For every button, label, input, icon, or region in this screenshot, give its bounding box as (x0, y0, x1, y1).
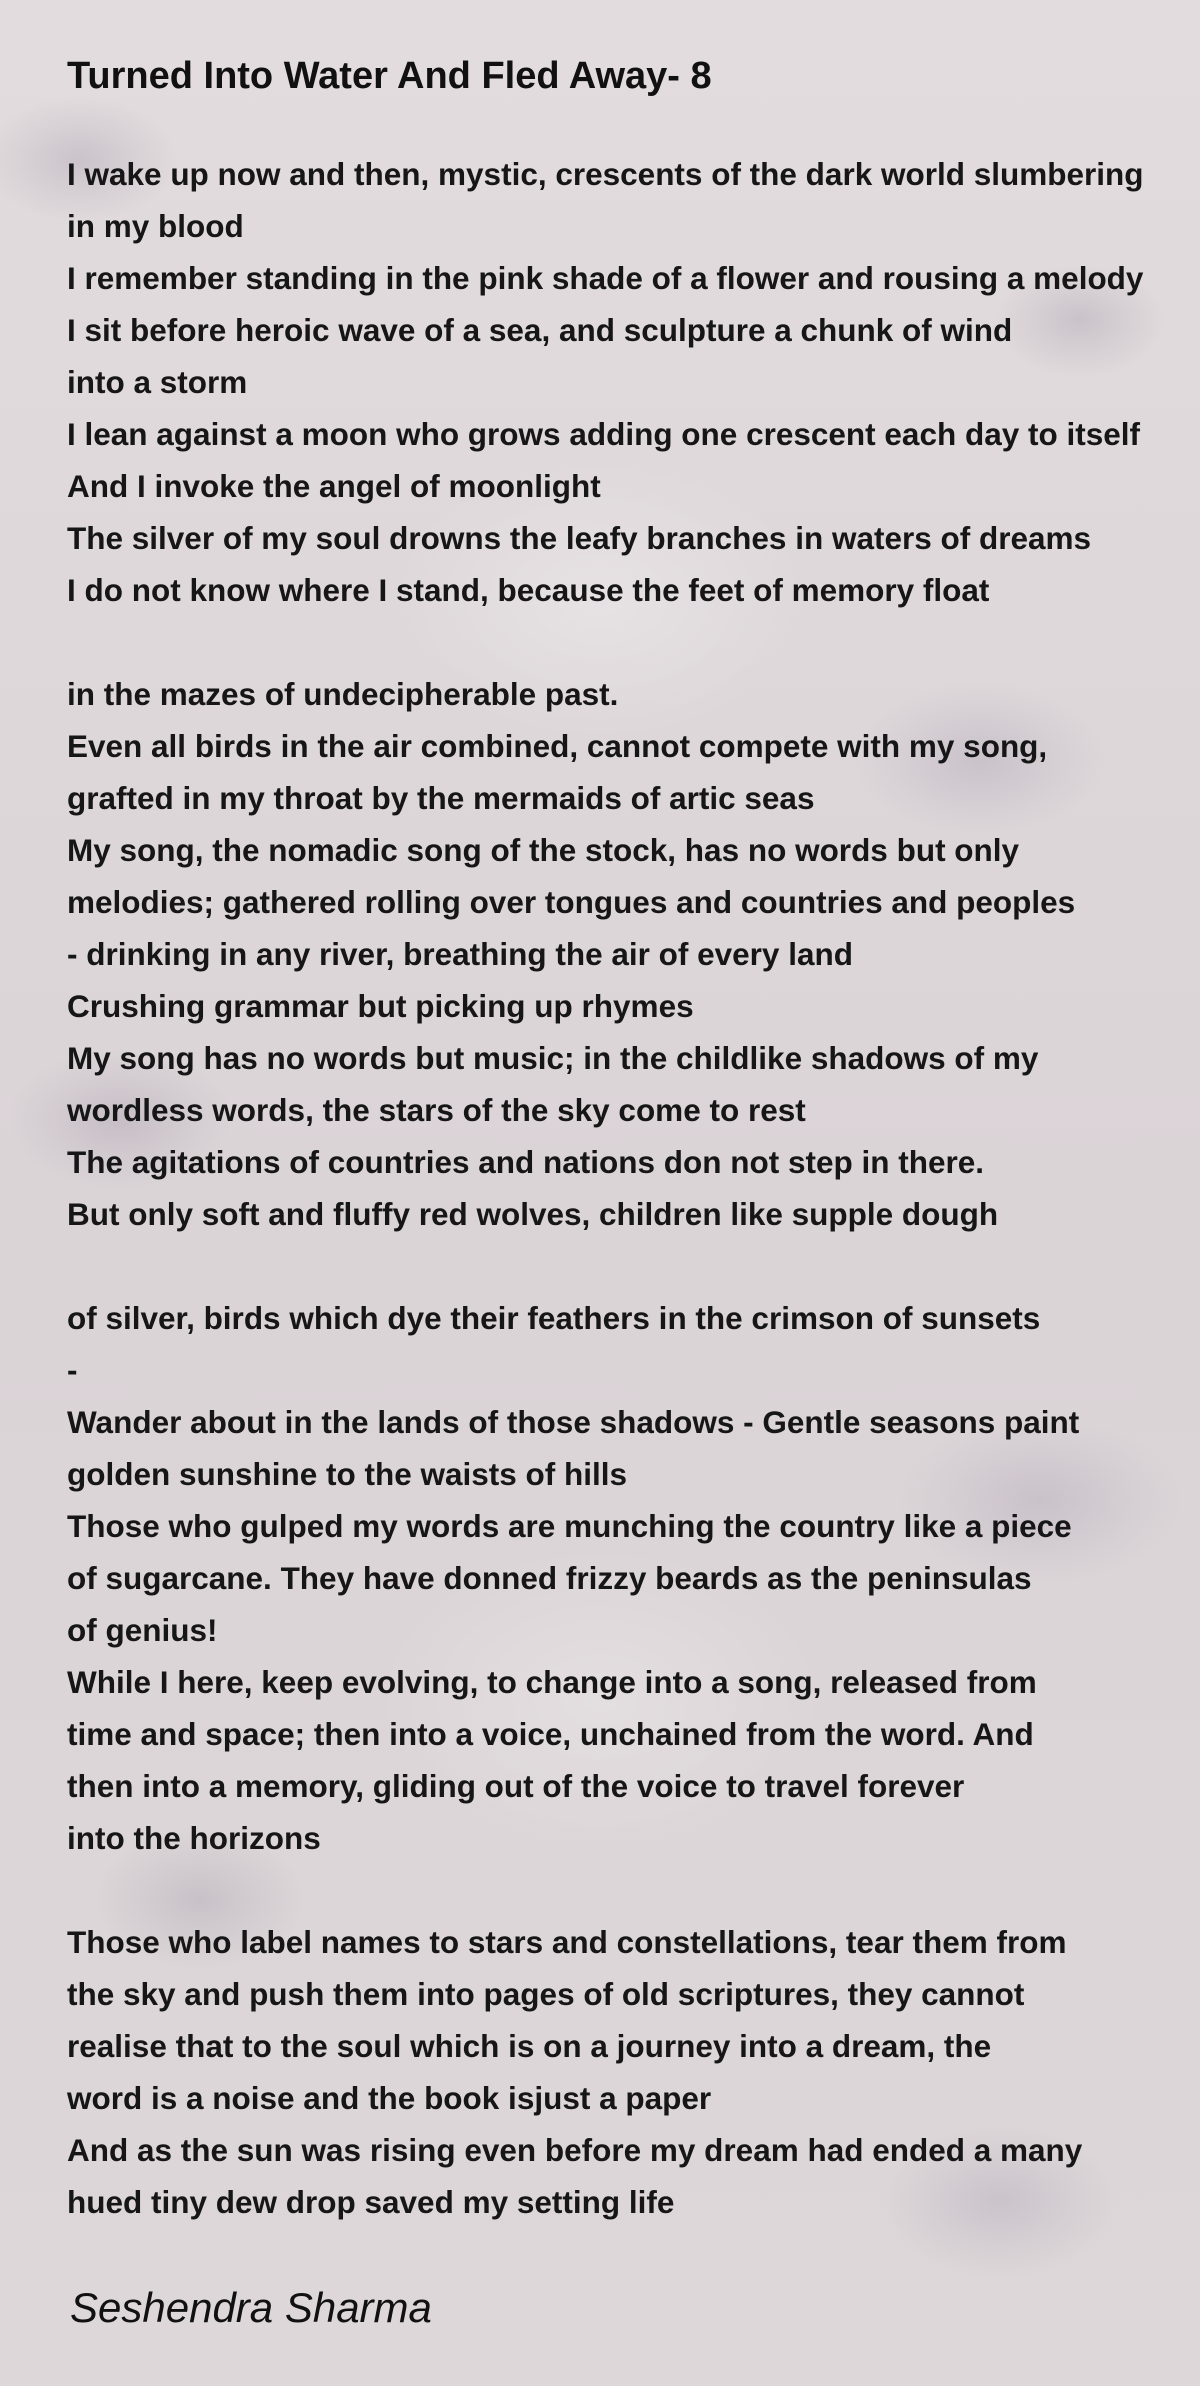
stanza-break (67, 616, 1187, 668)
poem-line: golden sunshine to the waists of hills (67, 1456, 628, 1492)
poem-line: of silver, birds which dye their feathers in the crimson of sunsets (67, 1300, 1041, 1336)
poem-line: I wake up now and then, mystic, crescents of the dark world slumbering (67, 156, 1144, 192)
poem-line: And I invoke the angel of moonlight (67, 468, 601, 504)
poem-line: melodies; gathered rolling over tongues and countries and peoples (67, 884, 1076, 920)
poem-line: - drinking in any river, breathing the air of every land (67, 936, 853, 972)
poem-line: While I here, keep evolving, to change into a song, released from (67, 1664, 1037, 1700)
poem-line: the sky and push them into pages of old scriptures, they cannot (67, 1976, 1025, 2012)
poem-line: Even all birds in the air combined, cannot compete with my song, (67, 728, 1048, 764)
poem-line: I lean against a moon who grows adding one crescent each day to itself (67, 416, 1140, 452)
poem-line: The agitations of countries and nations don not step in there. (67, 1144, 985, 1180)
poem-line: But only soft and fluffy red wolves, children like supple dough (67, 1196, 999, 1232)
poem-line: Those who gulped my words are munching the country like a piece (67, 1508, 1072, 1544)
poem-line: word is a noise and the book isjust a paper (67, 2080, 712, 2116)
poem-line: And as the sun was rising even before my dream had ended a many (67, 2132, 1083, 2168)
poem-line: realise that to the soul which is on a journey into a dream, the (67, 2028, 992, 2064)
poem-line: My song has no words but music; in the childlike shadows of my (67, 1040, 1039, 1076)
poem-line: grafted in my throat by the mermaids of artic seas (67, 780, 815, 816)
poem-line: Those who label names to stars and constellations, tear them from (67, 1924, 1067, 1960)
poem-line: My song, the nomadic song of the stock, has no words but only (67, 832, 1020, 868)
poem-line: Crushing grammar but picking up rhymes (67, 988, 694, 1024)
poem-line: of sugarcane. They have donned frizzy beards as the peninsulas (67, 1560, 1032, 1596)
poem-line: time and space; then into a voice, unchained from the word. And (67, 1716, 1034, 1752)
poem-line: into a storm (67, 364, 248, 400)
poem-line: I do not know where I stand, because the feet of memory float (67, 572, 990, 608)
poem-line: Wander about in the lands of those shadows - Gentle seasons paint (67, 1404, 1080, 1440)
poem-author: Seshendra Sharma (70, 2284, 432, 2331)
poem-line: I sit before heroic wave of a sea, and sculpture a chunk of wind (67, 312, 1013, 348)
poem-line: in the mazes of undecipherable past. (67, 676, 619, 712)
poem-line: wordless words, the stars of the sky come to rest (67, 1092, 806, 1128)
stanza-break (67, 1864, 1187, 1916)
poem-line: hued tiny dew drop saved my setting life (67, 2184, 675, 2220)
stanza-break (67, 1240, 1187, 1292)
poem-line: - (67, 1352, 78, 1388)
poem-body (67, 148, 1187, 2228)
poem-line: then into a memory, gliding out of the voice to travel forever (67, 1768, 965, 1804)
poem-line: in my blood (67, 208, 244, 244)
poem-line: into the horizons (67, 1820, 321, 1856)
poem-line: The silver of my soul drowns the leafy branches in waters of dreams (67, 520, 1092, 556)
poem-line: of genius! (67, 1612, 218, 1648)
poem-line: I remember standing in the pink shade of a flower and rousing a melody (67, 260, 1144, 296)
poem-title: Turned Into Water And Fled Away- 8 (67, 55, 712, 97)
